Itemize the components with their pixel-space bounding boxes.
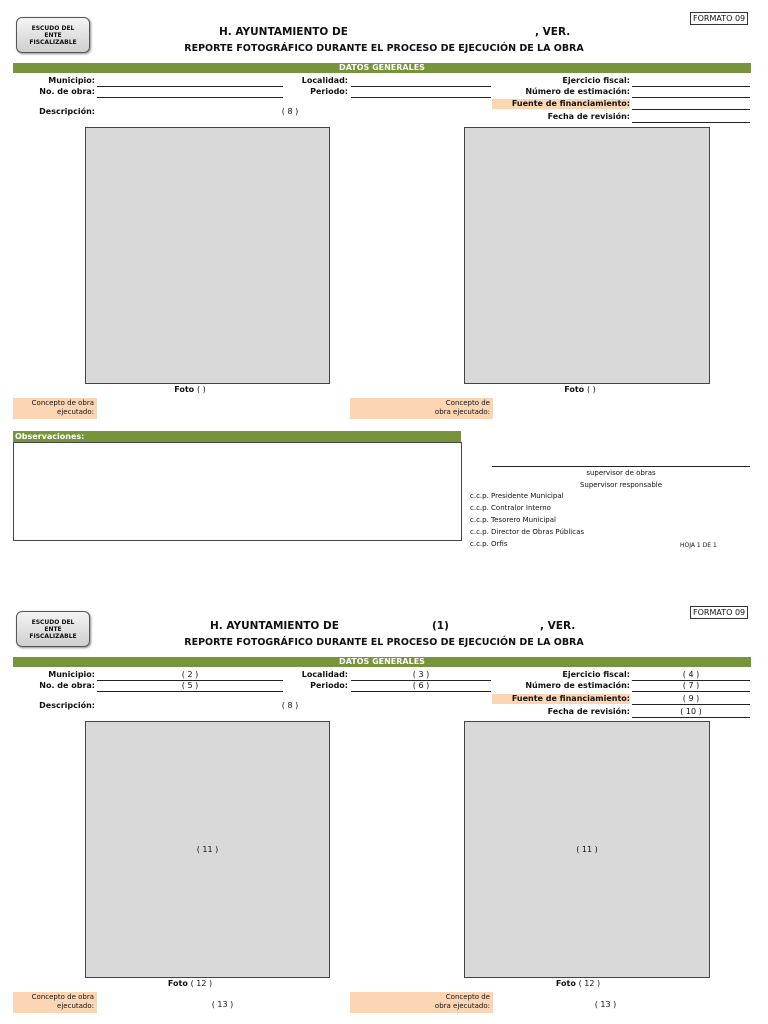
foto-number: ( )	[586, 385, 596, 394]
foto-caption-left	[160, 385, 220, 394]
label-fecha-revision: Fecha de revisión:	[547, 707, 630, 716]
ccp-item: c.c.p. Director de Obras Públicas	[470, 528, 585, 536]
label-municipio: Municipio:	[48, 670, 95, 679]
concepto-left-value: ( 13 )	[211, 1000, 234, 1009]
label-num-estimacion: Número de estimación:	[525, 87, 630, 96]
formato-label: FORMATO 09	[690, 606, 748, 619]
label-localidad: Localidad:	[301, 76, 348, 85]
concepto-right-label: Concepto de obra ejecutado:	[350, 398, 493, 419]
field-num-estimacion[interactable]: ( 7 )	[632, 681, 750, 692]
field-no-obra[interactable]: ( 5 )	[97, 681, 283, 692]
descripcion-value: ( 8 )	[281, 701, 299, 710]
title-ver: , VER.	[535, 26, 571, 38]
label-no-obra: No. de obra:	[39, 87, 95, 96]
concepto-left-label: Concepto de obra ejecutado:	[13, 992, 97, 1013]
label-descripcion: Descripción:	[39, 107, 95, 116]
photo-placeholder-text: ( 11 )	[196, 845, 219, 854]
photo-placeholder-text: ( 11 )	[576, 845, 598, 854]
photo-right[interactable]	[464, 127, 710, 384]
label-no-obra: No. de obra:	[39, 681, 95, 690]
ccp-item: c.c.p. Tesorero Municipal	[470, 516, 556, 524]
ccp-item: c.c.p. Orfis	[470, 540, 508, 548]
field-fuente[interactable]	[632, 99, 750, 110]
photo-right[interactable]	[464, 721, 710, 978]
label-ejercicio: Ejercicio fiscal:	[562, 76, 630, 85]
concepto-right-label: Concepto de obra ejecutado:	[350, 992, 493, 1013]
field-fecha-revision[interactable]	[632, 112, 750, 123]
foto-caption-right	[550, 385, 610, 394]
foto-label: Foto	[564, 385, 585, 394]
foto-caption-left	[155, 979, 225, 988]
hoja-label: HOJA 1 DE 1	[680, 542, 717, 549]
label-localidad: Localidad:	[301, 670, 348, 679]
field-no-obra[interactable]	[97, 87, 283, 98]
foto-label: Foto	[167, 979, 188, 988]
formato-label: FORMATO 09	[690, 12, 748, 25]
section-datos-generales: DATOS GENERALES	[13, 657, 751, 667]
foto-label: Foto	[174, 385, 195, 394]
report-subtitle: REPORTE FOTOGRÁFICO DURANTE EL PROCESO DE EJECUCIÓN DE LA OBRA	[184, 637, 584, 648]
title-ayuntamiento: H. AYUNTAMIENTO DE	[219, 26, 348, 38]
ccp-list	[470, 490, 584, 550]
section-datos-generales: DATOS GENERALES	[13, 63, 751, 73]
foto-number: ( )	[196, 385, 206, 394]
label-descripcion: Descripción:	[39, 701, 95, 710]
field-periodo[interactable]: ( 6 )	[351, 681, 491, 692]
title-ver: , VER.	[540, 620, 576, 632]
label-num-estimacion: Número de estimación:	[525, 681, 630, 690]
supervisor-title: supervisor de obras	[586, 469, 656, 477]
field-ejercicio[interactable]: ( 4 )	[632, 670, 750, 681]
foto-label: Foto	[555, 979, 576, 988]
label-fuente: Fuente de financiamiento:	[492, 99, 630, 109]
label-municipio: Municipio:	[48, 76, 95, 85]
label-periodo: Periodo:	[310, 87, 348, 96]
supervisor-responsable: Supervisor responsable	[579, 481, 663, 489]
foto-caption-right	[543, 979, 613, 988]
field-localidad[interactable]	[351, 76, 491, 87]
photo-left[interactable]	[85, 127, 330, 384]
photo-left[interactable]	[85, 721, 330, 978]
label-fecha-revision: Fecha de revisión:	[547, 112, 630, 121]
descripcion-value: ( 8 )	[281, 107, 299, 116]
ccp-item: c.c.p. Contralor Interno	[470, 504, 551, 512]
field-ejercicio[interactable]	[632, 76, 750, 87]
escudo-logo: ESCUDO DEL ENTE FISCALIZABLE	[16, 17, 90, 53]
ccp-item: c.c.p. Presidente Municipal	[470, 492, 564, 500]
field-fuente[interactable]: ( 9 )	[632, 694, 750, 705]
title-number: (1)	[432, 620, 449, 632]
label-periodo: Periodo:	[310, 681, 348, 690]
observaciones-box[interactable]	[13, 442, 462, 541]
field-municipio[interactable]	[97, 76, 283, 87]
concepto-right-value: ( 13 )	[594, 1000, 617, 1009]
label-ejercicio: Ejercicio fiscal:	[562, 670, 630, 679]
observaciones-header: Observaciones:	[13, 431, 461, 442]
field-num-estimacion[interactable]	[632, 87, 750, 98]
report-subtitle: REPORTE FOTOGRÁFICO DURANTE EL PROCESO DE EJECUCIÓN DE LA OBRA	[184, 43, 584, 54]
field-localidad[interactable]: ( 3 )	[351, 670, 491, 681]
title-ayuntamiento: H. AYUNTAMIENTO DE	[210, 620, 339, 632]
field-fecha-revision[interactable]: ( 10 )	[632, 707, 750, 718]
field-municipio[interactable]: ( 2 )	[97, 670, 283, 681]
field-periodo[interactable]	[351, 87, 491, 98]
label-fuente: Fuente de financiamiento:	[492, 694, 630, 704]
foto-number: ( 12 )	[190, 979, 213, 988]
foto-number: ( 12 )	[578, 979, 601, 988]
escudo-logo: ESCUDO DEL ENTE FISCALIZABLE	[16, 611, 90, 647]
concepto-left-label: Concepto de obra ejecutado:	[13, 398, 97, 419]
